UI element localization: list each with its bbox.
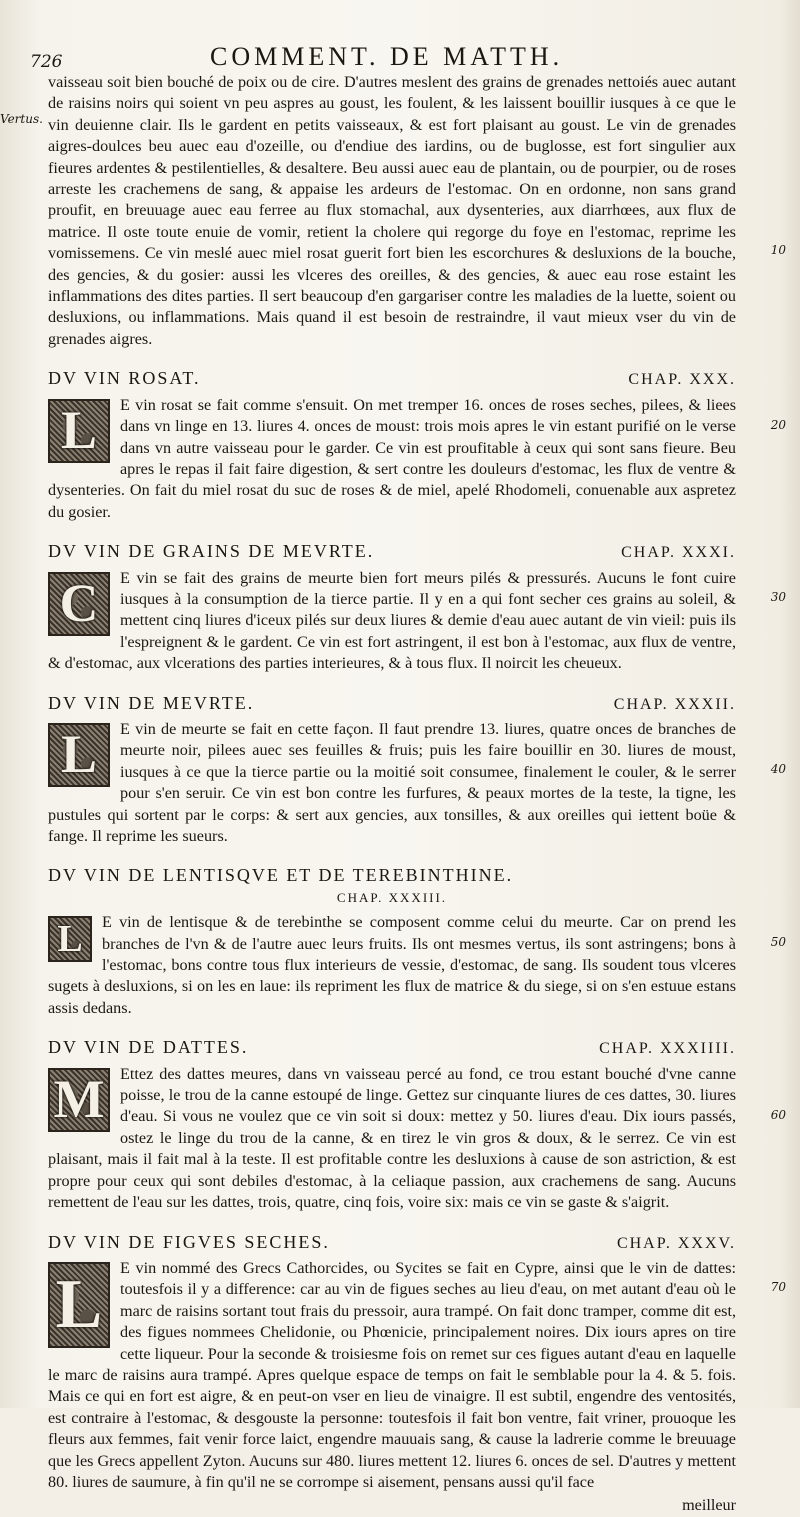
chapter-text: E vin se fait des grains de meurte bien fort meurs pilés & pressurés. Aucuns le font cuire iusques à la consumption de la tierce partie. Il y en a qui font secher ces grains au soleil, & mettent cinq liures d'iceux pilés sur deux liures & demie d'eau auec autant de vin vieil: puis ils l'espreignent & le gardent. Ce vin est fort astringent, il est bon à l'estomac, aux flux de ventre, & d'estomac, aux vlcerations des parties interieures, & à tous flux. Il noircit les cheueux.: [48, 568, 736, 673]
line-number: 70: [770, 1280, 786, 1294]
chapter-label: CHAP. XXXIII.: [336, 889, 448, 905]
chapter-label: CHAP. XXXI.: [621, 544, 736, 562]
chapter-heading: [48, 541, 736, 563]
chapter-text: E vin de lentisque & de terebinthe se composent comme celui du meurte. Car on prend les branches de l'vn & de l'autre auec leurs fruits. Ils ont mesmes vertus, ils sont astringens; bons à l'estomac, bons contre tous flux interieurs de vessie, d'estomac, de sang. Ils soudent tous vlceres sugets à desluxions, si on les en laue: ils repriment les flux de matrice & du siege, si on s'en estuue estans assis dedans.: [48, 913, 736, 1017]
chapter-text: E vin rosat se fait comme s'ensuit. On met tremper 16. onces de roses seches, pilees, & liees dans vn linge en 13. liures 4. onces de moust: trois mois apres le vin estant purifié on le verse dans vn autre vaisseau pour le garder. Ce vin est proufitable à ceux qui sont sans fieure. Beu apres le repas il fait faire digestion, & sert contre les douleurs d'estomac, les flux de ventre & dysenteries. On fait du miel rosat du suc de roses & de miel, apelé Rhodomeli, conuenable aux aspretez du gosier.: [48, 395, 736, 521]
margin-note-vertus: Vertus.: [0, 112, 43, 126]
chapter-heading: [48, 693, 736, 715]
chapter-vin-grains-meurte: [48, 541, 736, 674]
decorated-initial: L: [48, 723, 110, 787]
intro-paragraph: vaisseau soit bien bouché de poix ou de cire. D'autres meslent des grains de grenades nettoiés auec autant de raisins noirs qui soient vn peu aspres au goust, les foulent, & les laissent bouillir iusques à ce que le vin deuienne clair. Ils le gardent en petits vaisseaux, & est fort plaisant au goust. Le vin de grenades aigres-doulces beu auec eau d'ozeille, ou d'endiue des iardins, ou de buglosse, est fort singulier aux fieures ardentes & pestilentielles, & desaltere. Beu aussi auec eau de plantain, ou de pourpier, ou de roses arreste les crachemens de sang, & appaise les ardeurs de l'estomac. On en ordonne, non sans grand proufit, en breuuage auec eau ferree au flux stomachal, aux dysenteries, aux diarrhœes, aux flux de matrice. Il oste toute enuie de vomir, retient la cholere qui regorge du foye en l'estomac, reprime les vomissemens. Ce vin meslé auec miel rosat guerit fort bien les escorchures & desluxions de la bouche, des gencies, & du gosier: aussi les vlceres des oreilles, & des gencies, & auec eau rose estaint les inflammations des dites parties. Il sert beaucoup d'en gargariser contre les maladies de la luette, soient ou desluxions, ou inflammations. Mais quand il est besoin de restraindre, il vaut mieux vser du vin de grenades aigres.: [48, 73, 736, 348]
decorated-initial: C: [48, 572, 110, 636]
chapter-label: CHAP. XXXIIII.: [599, 1040, 736, 1058]
chapter-vin-dattes: [48, 1037, 736, 1213]
chapter-vin-figues: [48, 1232, 736, 1494]
decorated-initial: L: [48, 916, 92, 962]
chapter-text: E vin de meurte se fait en cette façon. Il faut prendre 13. liures, quatre onces de branches de meurte noir, pilees auec ses feuilles & fruis; puis les faire bouillir en 30. liures de moust, iusques à ce que la tierce partie ou la moitié soit consumee, finalement le couler, & le serrer pour s'en seruir. Ce vin est bon contre les furfures, & peaux mortes de la teste, la tigne, les pustules qui sortent par le corps: & sert aux gencies, aux tonsilles, & aux oreilles qui iettent boüe & fange. Il reprime les sueurs.: [48, 719, 736, 845]
chapter-title: DV VIN ROSAT.: [48, 368, 201, 389]
chapter-title: DV VIN DE LENTISQVE ET DE TEREBINTHINE.: [48, 865, 514, 886]
chapter-heading: [48, 368, 736, 390]
line-number: 20: [770, 418, 786, 432]
chapter-title: DV VIN DE GRAINS DE MEVRTE.: [48, 541, 375, 562]
chapter-label: CHAP. XXXII.: [613, 695, 736, 713]
page-number: 726: [30, 52, 63, 72]
line-number: 30: [770, 590, 786, 604]
line-number: 40: [770, 762, 786, 776]
running-head: COMMENT. DE MATTH.: [210, 42, 564, 71]
body-text: [48, 72, 736, 1517]
chapter-vin-lentisque: [48, 865, 736, 1019]
decorated-initial: M: [48, 1068, 110, 1132]
line-number: 10: [770, 243, 786, 257]
page-header: [30, 40, 770, 72]
chapter-heading: [48, 1037, 736, 1059]
line-number: 50: [770, 935, 786, 949]
catchword: meilleur: [682, 1496, 736, 1515]
chapter-title: DV VIN DE FIGVES SECHES.: [48, 1231, 330, 1252]
chapter-text: Ettez des dattes meures, dans vn vaisseau percé au fond, ce trou estant bouché d'vne canne poisse, le trou de la canne estoupé de linge. Gettez sur cinquante liures de ces dattes, 30. liures d'eau. Si vous ne voulez que ce vin soit si doux: mettez y 50. liures d'eau. Dix iours passés, ostez le linge du trou de la canne, & en tirez le vin gros & doux, & le serrez. Ce vin est plaisant, mais il fait mal à la teste. Il est profitable contre les desluxions à cause de son astriction, & est propre pour ceux qui sont debiles d'estomac, à la celiaque passion, aux crachemens de sang. Aucuns remettent de l'eau sur les dattes, trois, quatre, cinq fois, voire six: mais ce vin se gaste & s'aigrit.: [48, 1064, 736, 1212]
chapter-vin-rosat: [48, 368, 736, 523]
chapter-vin-meurte: [48, 693, 736, 848]
chapter-heading: [48, 865, 736, 908]
line-number: 60: [770, 1108, 786, 1122]
chapter-label: CHAP. XXXV.: [616, 1234, 736, 1252]
chapter-text: E vin nommé des Grecs Cathorcides, ou Sycites se fait en Cypre, ainsi que le vin de dattes: toutesfois il y a difference: car au vin de figues seches au lieu d'eau, on met autant d'eau où le marc de raisins sortant tout frais du pressoir, aura trampé. On fait donc tramper, comme dit est, des figues nommees Chelidonie, ou Phœnicie, principalement noires. Dix iours apres on tire cette liqueur. Pour la seconde & troisiesme fois on remet sur ces figues autant d'eau en laquelle le marc de raisins aura trampé. Apres quelque espace de temps on fait le semblable pour la 4. & 5. fois. Mais ce qui en fort est aigre, & en peut-on vser en lieu de vinaigre. Il est subtil, engendre des ventosités, est contraire à l'estomac, & desgouste la personne: toutesfois il fait bon ventre, fait vriner, prouoque les fleurs aux femmes, fait venir force laict, engendre mauuais sang, & cause la ladrerie comme le breuuage que les Grecs appellent Zyton. Aucuns sur 480. liures mettent 12. liures 6. onces de sel. D'autres y mettent 80. liures de saumure, à fin qu'il ne se corrompe si aisement, pensans aussi qu'il face: [48, 1258, 736, 1491]
chapter-title: DV VIN DE MEVRTE.: [48, 692, 255, 713]
chapter-title: DV VIN DE DATTES.: [48, 1037, 249, 1058]
chapter-label: CHAP. XXX.: [628, 371, 736, 389]
decorated-initial: L: [48, 1262, 110, 1348]
chapter-heading: [48, 1232, 736, 1254]
decorated-initial: L: [48, 399, 110, 463]
